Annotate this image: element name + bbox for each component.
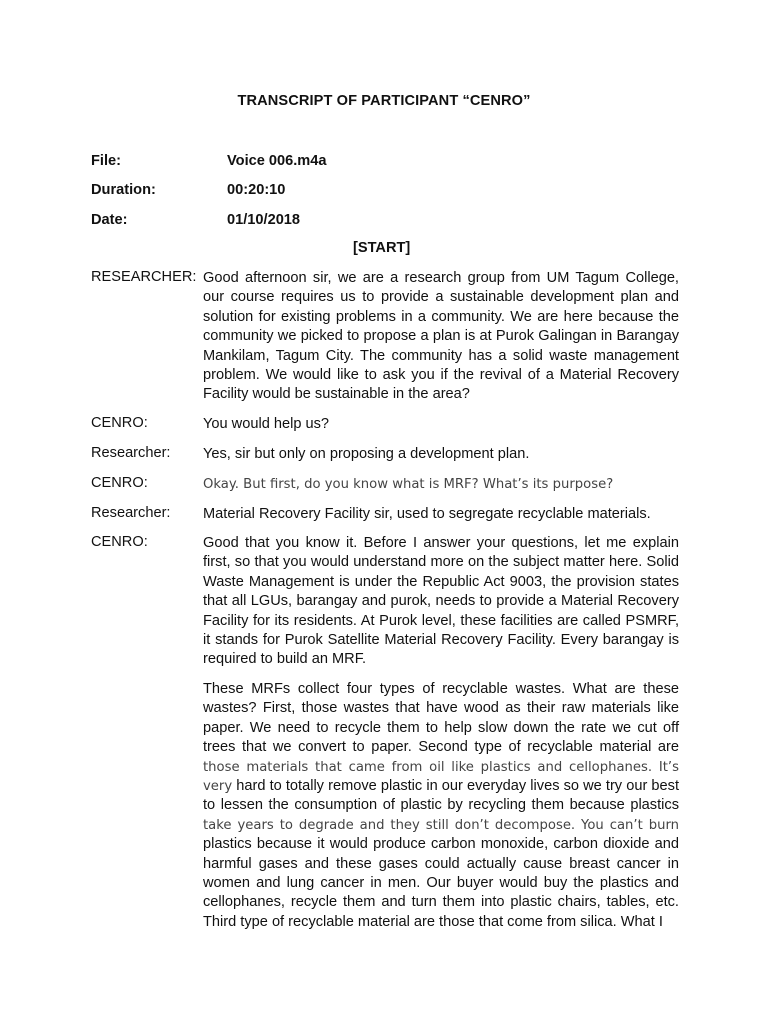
transcript-turn	[91, 269, 679, 405]
start-marker: [START]	[353, 240, 411, 256]
speaker-label: CENRO:	[91, 534, 148, 550]
continuation-paragraph	[203, 680, 679, 932]
document-title: TRANSCRIPT OF PARTICIPANT “CENRO”	[237, 93, 531, 109]
transcript-turn	[91, 445, 679, 464]
speaker-label: CENRO:	[91, 415, 148, 431]
speaker-label: Researcher:	[91, 505, 171, 521]
transcript-turn	[91, 505, 679, 524]
turn-text: Good that you know it. Before I answer your questions, let me explain first, so that you would understand more on the subject matter here. Solid Waste Management is under the Republic Act 9003, the provision states that all LGUs, barangay and purok, needs to provide a Material Recovery Facility for its residents. At Purok level, these facilities are called PSMRF, it stands for Purok Satellite Material Recovery Facility. Every barangay is required to build an MRF.	[203, 535, 679, 668]
speaker-label: Researcher:	[91, 445, 171, 461]
para-segment: take years to degrade and they still don’t decompose. You can’t burn	[203, 817, 679, 833]
para-segment: plastics because it would produce carbon monoxide, carbon dioxide and harmful gases and these gases could actually cause breast cancer in women and lung cancer in men. Our buyer would buy the plastics and cellophanes, recycle them and turn them into plastic chairs, tables, etc. Third type of recyclable material are those that come from silica. What I	[203, 836, 679, 930]
turn-text: You would help us?	[203, 416, 330, 432]
speaker-label: RESEARCHER:	[91, 269, 197, 285]
para-segment: hard to totally remove plastic in our everyday lives so we try our best to lessen the consumption of plastic by recycling them because plastics	[203, 778, 679, 814]
meta-file-value: Voice 006.m4a	[227, 153, 327, 169]
turn-text: Okay. But first, do you know what is MRF? What’s its purpose?	[203, 477, 614, 492]
meta-duration-value: 00:20:10	[227, 182, 286, 198]
meta-date-label: Date:	[91, 212, 128, 228]
turn-text: Material Recovery Facility sir, used to segregate recyclable materials.	[203, 506, 651, 522]
speaker-label: CENRO:	[91, 475, 148, 491]
transcript-turn	[91, 415, 679, 434]
turn-text: Good afternoon sir, we are a research group from UM Tagum College, our course requires us to provide a sustainable development plan and solution for existing problems in a community. We are here because the community we picked to propose a plan is at Purok Galingan in Barangay Mankilam, Tagum City. The community has a solid waste management problem. We would like to ask you if the revival of a Material Recovery Facility would be sustainable in the area?	[203, 270, 679, 403]
para-segment: These MRFs collect four types of recyclable wastes. What are these wastes? First, those wastes that have wood as their raw materials like paper. We need to recycle them to help slow down the rate we cut off trees that we convert to paper. Second type of recyclable material are	[203, 681, 679, 756]
transcript-turn	[91, 475, 679, 494]
meta-duration-label: Duration:	[91, 182, 156, 198]
para-segment: those materials that came from oil like plastics and cellophanes. It’s very	[203, 759, 679, 795]
transcript-turn	[91, 534, 679, 670]
turn-text: Yes, sir but only on proposing a development plan.	[203, 446, 530, 462]
meta-date-value: 01/10/2018	[227, 212, 301, 228]
meta-file-label: File:	[91, 153, 121, 169]
